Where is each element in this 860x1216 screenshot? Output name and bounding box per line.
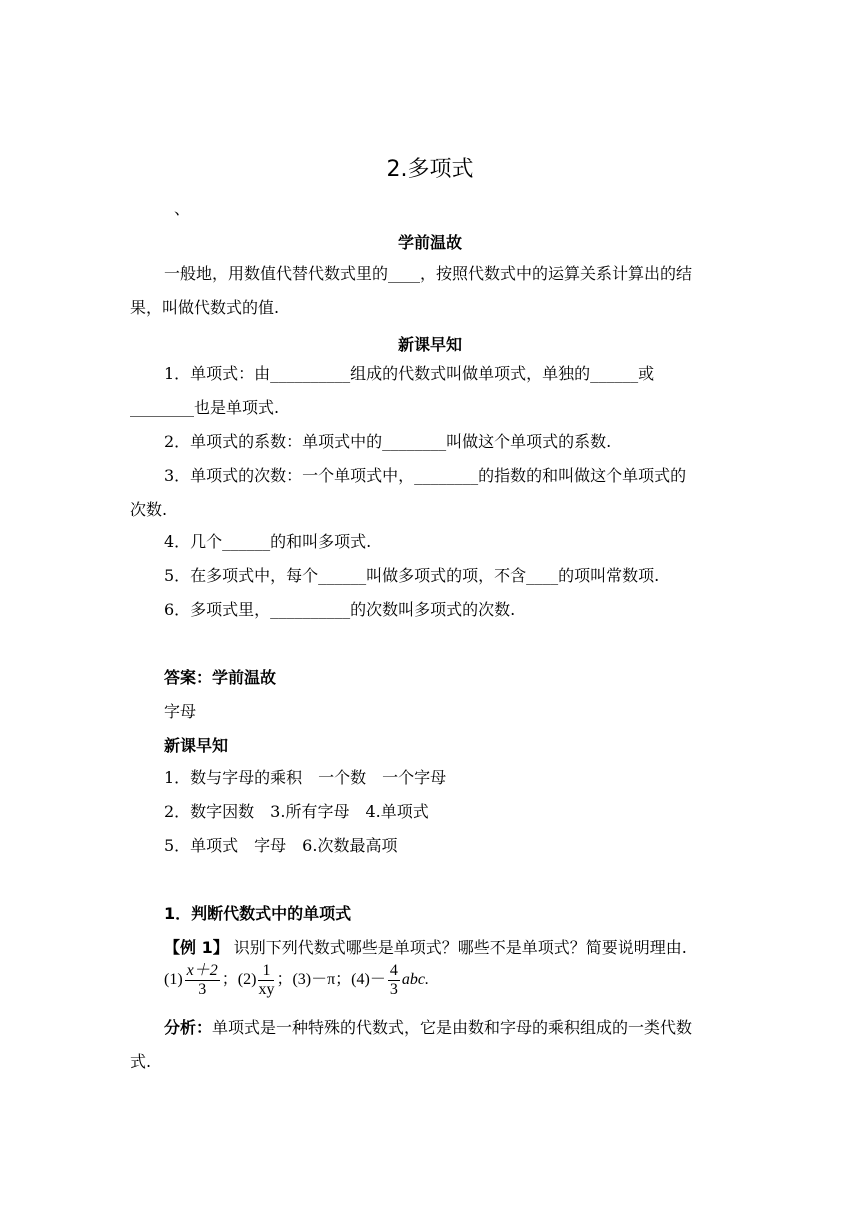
fraction-3 <box>388 962 400 999</box>
fraction-2-numerator: 1 <box>258 962 274 981</box>
example-label: 【例 1】 <box>164 938 229 957</box>
page-title: 2.多项式 <box>386 157 474 182</box>
expr-part-1: (1) <box>164 971 183 989</box>
answers-review: 字母 <box>164 702 197 721</box>
example-text: 识别下列代数式哪些是单项式？哪些不是单项式？简要说明理由. <box>228 938 687 957</box>
answers-line-3: 5．单项式 字母 6.次数最高项 <box>164 836 398 855</box>
analysis-line-1 <box>164 1018 692 1038</box>
fraction-3-numerator: 4 <box>389 962 398 979</box>
answers-heading: 答案：学前温故 <box>164 668 277 687</box>
preview-item-1-line-2: ________也是单项式. <box>130 398 280 417</box>
fraction-3-denominator: 3 <box>389 981 398 998</box>
example-expression <box>164 962 429 999</box>
answers-line-2: 2．数字因数 3.所有字母 4.单项式 <box>164 802 429 821</box>
preview-item-4: 4．几个______的和叫多项式. <box>164 532 372 551</box>
analysis-label: 分析： <box>164 1018 213 1037</box>
preview-item-3-line-2: 次数. <box>130 500 168 519</box>
preview-item-1-line-1: 1．单项式：由__________组成的代数式叫做单项式，单独的______或 <box>164 364 655 383</box>
stray-mark: 、 <box>174 199 191 218</box>
review-line-1: 一般地，用数值代替代数式里的____，按照代数式中的运算关系计算出的结 <box>164 264 693 283</box>
expr-part-2: ；(2) <box>221 971 257 989</box>
review-heading: 学前温故 <box>397 233 462 252</box>
preview-item-6: 6．多项式里，__________的次数叫多项式的次数. <box>164 600 516 619</box>
answers-preview-heading: 新课早知 <box>164 736 229 755</box>
fraction-2 <box>258 962 274 999</box>
answers-line-1: 1．数与字母的乘积 一个数 一个字母 <box>164 768 447 787</box>
expr-part-4: abc. <box>401 971 429 989</box>
fraction-1-denominator: 3 <box>198 981 207 998</box>
fraction-1 <box>185 962 220 999</box>
preview-item-3-line-1: 3．单项式的次数：一个单项式中，________的指数的和叫做这个单项式的 <box>164 466 687 485</box>
review-line-2: 果，叫做代数式的值. <box>130 298 280 317</box>
expr-part-3: ；(3)－π；(4)－ <box>276 971 386 989</box>
analysis-line-2: 式. <box>130 1052 152 1071</box>
fraction-2-denominator: xy <box>258 981 275 998</box>
preview-item-2: 2．单项式的系数：单项式中的________叫做这个单项式的系数. <box>164 432 612 451</box>
example-1 <box>164 938 687 958</box>
preview-heading: 新课早知 <box>397 335 462 354</box>
fraction-1-numerator: x＋2 <box>186 962 218 979</box>
section-1-heading: 1．判断代数式中的单项式 <box>164 904 352 923</box>
analysis-text: 单项式是一种特殊的代数式，它是由数和字母的乘积组成的一类代数 <box>212 1018 693 1037</box>
preview-item-5: 5．在多项式中，每个______叫做多项式的项，不含____的项叫常数项. <box>164 566 660 585</box>
